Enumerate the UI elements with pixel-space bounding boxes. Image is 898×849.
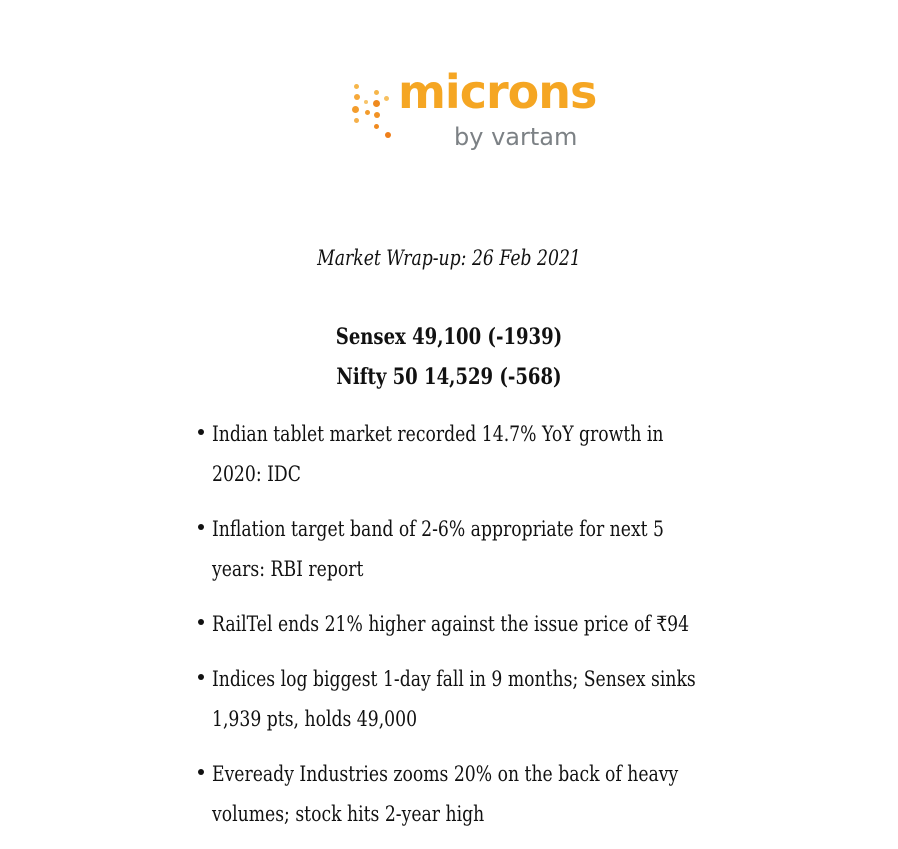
news-item-text: Indices log biggest 1-day fall in 9 months; Sensex sinks 1,939 pts, holds 49,000	[212, 667, 696, 731]
news-item	[198, 659, 758, 739]
news-list	[198, 414, 758, 849]
logo-dots-icon	[350, 78, 390, 148]
logo-wordmark: microns	[398, 65, 597, 119]
bullet-icon	[198, 769, 204, 775]
microns-logo	[350, 65, 597, 160]
news-item	[198, 509, 758, 589]
news-item-text: Eveready Industries zooms 20% on the back of heavy volumes; stock hits 2-year high	[212, 762, 679, 826]
bullet-icon	[198, 619, 204, 625]
news-item-text: Inflation target band of 2-6% appropriate for next 5 years: RBI report	[212, 517, 665, 581]
news-item-text: Indian tablet market recorded 14.7% YoY growth in 2020: IDC	[212, 422, 664, 486]
logo-tagline: by vartam	[454, 123, 578, 151]
market-wrap-title: Market Wrap-up: 26 Feb 2021	[317, 246, 581, 270]
news-item-text: RailTel ends 21% higher against the issue price of ₹94	[212, 612, 690, 636]
bullet-icon	[198, 674, 204, 680]
news-item	[198, 754, 758, 834]
bullet-icon	[198, 429, 204, 435]
bullet-icon	[198, 524, 204, 530]
news-item	[198, 604, 758, 644]
nifty-summary: Nifty 50 14,529 (-568)	[336, 364, 562, 390]
news-item	[198, 414, 758, 494]
sensex-summary: Sensex 49,100 (-1939)	[335, 324, 563, 350]
